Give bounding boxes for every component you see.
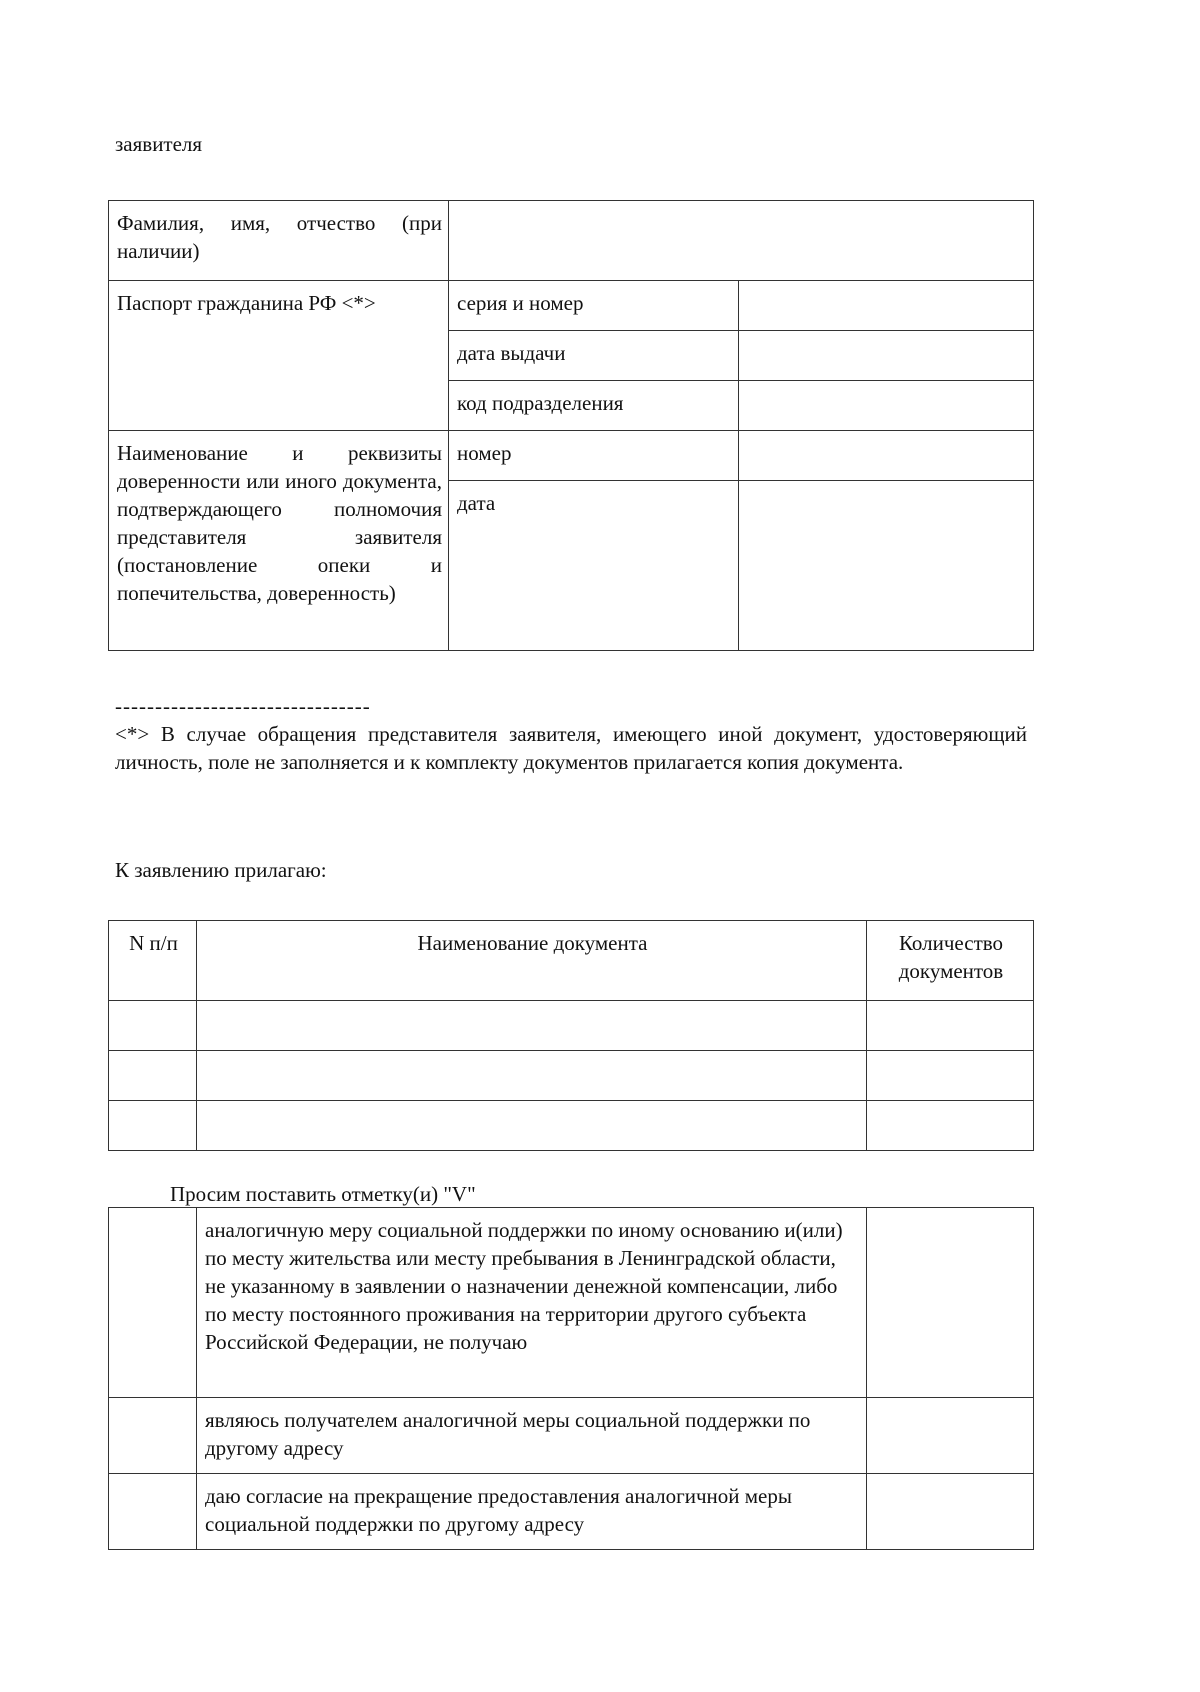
- row-name-cell[interactable]: [197, 1051, 867, 1101]
- fio-label: Фамилия, имя, отчество (при наличии): [117, 211, 442, 263]
- poa-field-label: дата: [457, 491, 496, 515]
- footnote-separator: --------------------------------: [115, 694, 371, 718]
- passport-value-cell[interactable]: [739, 331, 1034, 381]
- passport-label: Паспорт гражданина РФ <*>: [117, 291, 376, 315]
- table-row: [109, 1051, 1034, 1101]
- mark-checkbox-cell[interactable]: [109, 1398, 197, 1474]
- col-num-label: N п/п: [129, 931, 178, 955]
- mark-extra-cell[interactable]: [867, 1474, 1034, 1550]
- col-header-name: [197, 921, 867, 1001]
- applicant-table: [108, 200, 1034, 651]
- table-row: [109, 1001, 1034, 1051]
- mark-row: [109, 1398, 1034, 1474]
- poa-field-cell: [449, 431, 739, 481]
- fio-value-cell[interactable]: [449, 201, 1034, 281]
- attachments-heading: К заявлению прилагаю:: [115, 858, 327, 882]
- poa-label-cell: [109, 431, 449, 651]
- poa-value-cell[interactable]: [739, 481, 1034, 651]
- mark-row: [109, 1474, 1034, 1550]
- footnote-text: <*> В случае обращения представителя заявителя, имеющего иной документ, удостоверяющий личность, поле не заполняется и к комплекту документов прилагается копия документа.: [115, 722, 1027, 774]
- mark-text: являюсь получателем аналогичной меры социальной поддержки по другому адресу: [205, 1408, 811, 1460]
- poa-value-cell[interactable]: [739, 431, 1034, 481]
- row-name-cell[interactable]: [197, 1001, 867, 1051]
- mark-checkbox-cell[interactable]: [109, 1474, 197, 1550]
- mark-checkbox-cell[interactable]: [109, 1208, 197, 1398]
- row-name-cell[interactable]: [197, 1101, 867, 1151]
- poa-field-cell: [449, 481, 739, 651]
- poa-label: Наименование и реквизиты доверенности или иного документа, подтверждающего полномочия представителя заявителя (постановление опеки и попечительства, доверенность): [117, 441, 442, 605]
- row-count-cell[interactable]: [867, 1001, 1034, 1051]
- attachments-table: [108, 920, 1034, 1151]
- poa-field-label: номер: [457, 441, 512, 465]
- mark-extra-cell[interactable]: [867, 1208, 1034, 1398]
- passport-value-cell[interactable]: [739, 281, 1034, 331]
- marks-table: [108, 1207, 1034, 1550]
- col-header-num: [109, 921, 197, 1001]
- passport-field-cell: [449, 331, 739, 381]
- passport-value-cell[interactable]: [739, 381, 1034, 431]
- passport-field-label: серия и номер: [457, 291, 584, 315]
- col-header-count: [867, 921, 1034, 1001]
- passport-field-cell: [449, 381, 739, 431]
- marks-heading: Просим поставить отметку(и) "V": [170, 1182, 476, 1206]
- mark-extra-cell[interactable]: [867, 1398, 1034, 1474]
- mark-text-cell: [197, 1474, 867, 1550]
- mark-row: [109, 1208, 1034, 1398]
- row-count-cell[interactable]: [867, 1051, 1034, 1101]
- passport-field-label: дата выдачи: [457, 341, 566, 365]
- fio-label-cell: [109, 201, 449, 281]
- passport-label-cell: [109, 281, 449, 431]
- table-row: [109, 1101, 1034, 1151]
- mark-text-cell: [197, 1208, 867, 1398]
- mark-text-cell: [197, 1398, 867, 1474]
- col-count-label: Количество документов: [898, 931, 1004, 983]
- row-count-cell[interactable]: [867, 1101, 1034, 1151]
- page-header: заявителя: [115, 132, 203, 156]
- passport-field-cell: [449, 281, 739, 331]
- mark-text: аналогичную меру социальной поддержки по иному основанию и(или) по месту жительства или месту пребывания в Ленинградской области, не указанному в заявлении о назначении денежной компенсации, либо по месту постоянного проживания на территории другого субъекта Российской Федерации, не получаю: [205, 1218, 843, 1354]
- passport-field-label: код подразделения: [457, 391, 624, 415]
- mark-text: даю согласие на прекращение предоставления аналогичной меры социальной поддержки по другому адресу: [205, 1484, 792, 1536]
- row-num-cell[interactable]: [109, 1051, 197, 1101]
- col-name-label: Наименование документа: [417, 931, 648, 955]
- row-num-cell[interactable]: [109, 1001, 197, 1051]
- row-num-cell[interactable]: [109, 1101, 197, 1151]
